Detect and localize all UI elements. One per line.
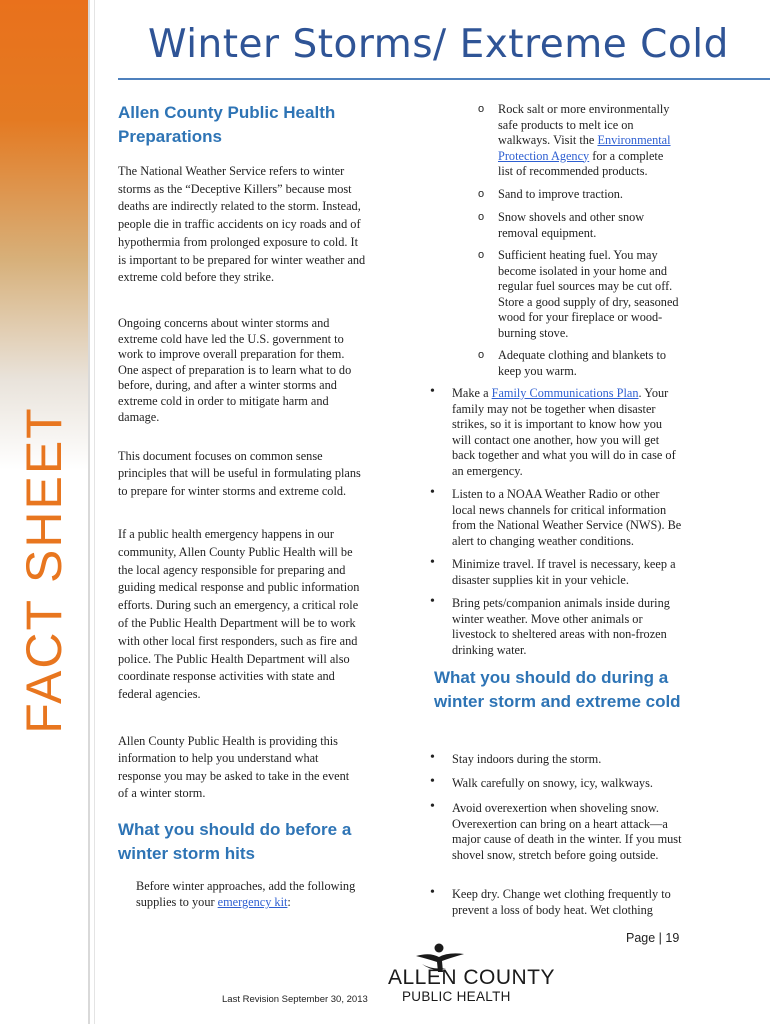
list-item-text: Avoid overexertion when shoveling snow. Overexertion can bring on a heart attack—a major cause of death in the winter. If you must shovel snow, stretch before going outside. (452, 801, 682, 862)
circle-bullet-icon: o (478, 188, 485, 200)
list-item-text: Minimize travel. If travel is necessary, keep a disaster supplies kit in your vehicle. (452, 557, 676, 587)
para-text: The National Weather Service refers to winter storms as the “Deceptive Killers” because most deaths are indirectly related to the storm. Instead, people die in traffic accidents on icy roads and of hypothermia from prolonged exposure to cold. It is important to be prepared for winter weather and extreme cold before they strike. (118, 164, 366, 285)
heading-before-storm-block (118, 818, 368, 866)
list-item-text: . Your family may not be together when disaster strikes, so it is important to know how you will contact one another, how you will get back together and what you will do in case of an emergency. (452, 386, 676, 478)
title-rule (118, 78, 770, 80)
sidebar-divider (88, 0, 90, 1024)
para-common-sense (118, 448, 362, 500)
bullet-icon: • (430, 885, 435, 900)
list-item-text: Snow shovels and other snow removal equipment. (498, 210, 645, 240)
bullet-icon: • (430, 555, 435, 570)
sidebar-divider-thin (94, 0, 95, 1024)
bullet-icon: • (430, 774, 435, 789)
bullet-icon: • (430, 799, 435, 814)
para-text: Ongoing concerns about winter storms and extreme cold have led the U.S. government to work to improve overall preparation for them. One aspect of preparation is to learn what to do before, during, and after a winter storms and extreme cold in order to mitigate harm and damage. (118, 316, 352, 424)
heading-before-storm: What you should do before a winter storm hits (118, 820, 352, 863)
page-title: Winter Storms/ Extreme Cold (148, 22, 729, 67)
circle-bullet-icon: o (478, 211, 485, 223)
circle-bullet-icon: o (478, 103, 485, 115)
bullet-icon: • (430, 594, 435, 609)
epa-link[interactable]: Environmental Protection Agency (498, 133, 671, 163)
para-emergency-kit (136, 878, 356, 910)
list-item-text: Sufficient heating fuel. You may become isolated in your home and regular fuel sources may be cut off. Store a good supply of dry, seasoned wood for your fireplace or wood-burning stove. (498, 248, 679, 340)
para-text: This document focuses on common sense principles that will be useful in formulating plans to prepare for winter storms and extreme cold. (118, 449, 361, 498)
list-item-text: Keep dry. Change wet clothing frequently to prevent a loss of body heat. Wet clothing (452, 887, 671, 917)
para-text: If a public health emergency happens in our community, Allen County Public Health will be the local agency responsible for preparing and guiding medical response and public information efforts. During such an emergency, a critical role of the Public Health Department will be to work with other local first responders, such as fire and police. The Public Health Department will also coordinate response activities with state and federal agencies. (118, 527, 360, 702)
list-item-text: Adequate clothing and blankets to keep you warm. (498, 348, 667, 378)
allen-county-logo (350, 942, 560, 1008)
list-item-text: Rock salt or more environmentally safe products to melt ice on walkways. Visit the (498, 102, 670, 147)
list-item-text: Make a (452, 386, 492, 400)
fact-sheet-label: FACT SHEET (16, 406, 72, 734)
bullet-icon: • (430, 750, 435, 765)
para-ongoing-concerns (118, 316, 362, 425)
list-item-text: for a complete list of recommended products. (498, 148, 664, 178)
circle-bullet-icon: o (478, 249, 485, 261)
heading-preparations: Allen County Public Health Preparations (118, 103, 336, 146)
emergency-kit-link[interactable]: emergency kit (217, 895, 288, 909)
para-text: Allen County Public Health is providing this information to help you understand what response you may be asked to take in the event of a winter storm. (118, 734, 350, 800)
para-text: Before winter approaches, add the following supplies to your (136, 879, 356, 909)
left-column (118, 101, 362, 149)
list-item-text: Bring pets/companion animals inside during winter weather. Move other animals or livestock to sheltered areas with non-frozen drinking water. (452, 596, 670, 657)
circle-bullet-icon: o (478, 349, 485, 361)
page-number: Page | 19 (626, 931, 680, 945)
list-item-text: Stay indoors during the storm. (452, 752, 602, 766)
logo-allen-county-text: ALLEN COUNTY (387, 966, 555, 989)
list-item-text: Sand to improve traction. (498, 187, 623, 201)
list-item-text: Listen to a NOAA Weather Radio or other local news channels for critical information from the National Weather Service (NWS). Be alert to changing weather conditions. (452, 487, 682, 548)
list-item-text: Walk carefully on snowy, icy, walkways. (452, 776, 653, 790)
heading-during-storm-block (434, 666, 694, 714)
para-text: : (287, 895, 291, 909)
bullet-icon: • (430, 384, 435, 399)
bullet-icon: • (430, 485, 435, 500)
heading-during-storm: What you should do during a winter storm and extreme cold (434, 668, 681, 711)
family-communications-plan-link[interactable]: Family Communications Plan (491, 386, 639, 400)
logo-public-health-text: PUBLIC HEALTH (402, 989, 511, 1004)
revision-date: Last Revision September 30, 2013 (222, 994, 368, 1005)
para-deceptive-killers (118, 163, 366, 287)
para-public-health-emergency (118, 526, 366, 704)
para-providing-information (118, 733, 362, 802)
